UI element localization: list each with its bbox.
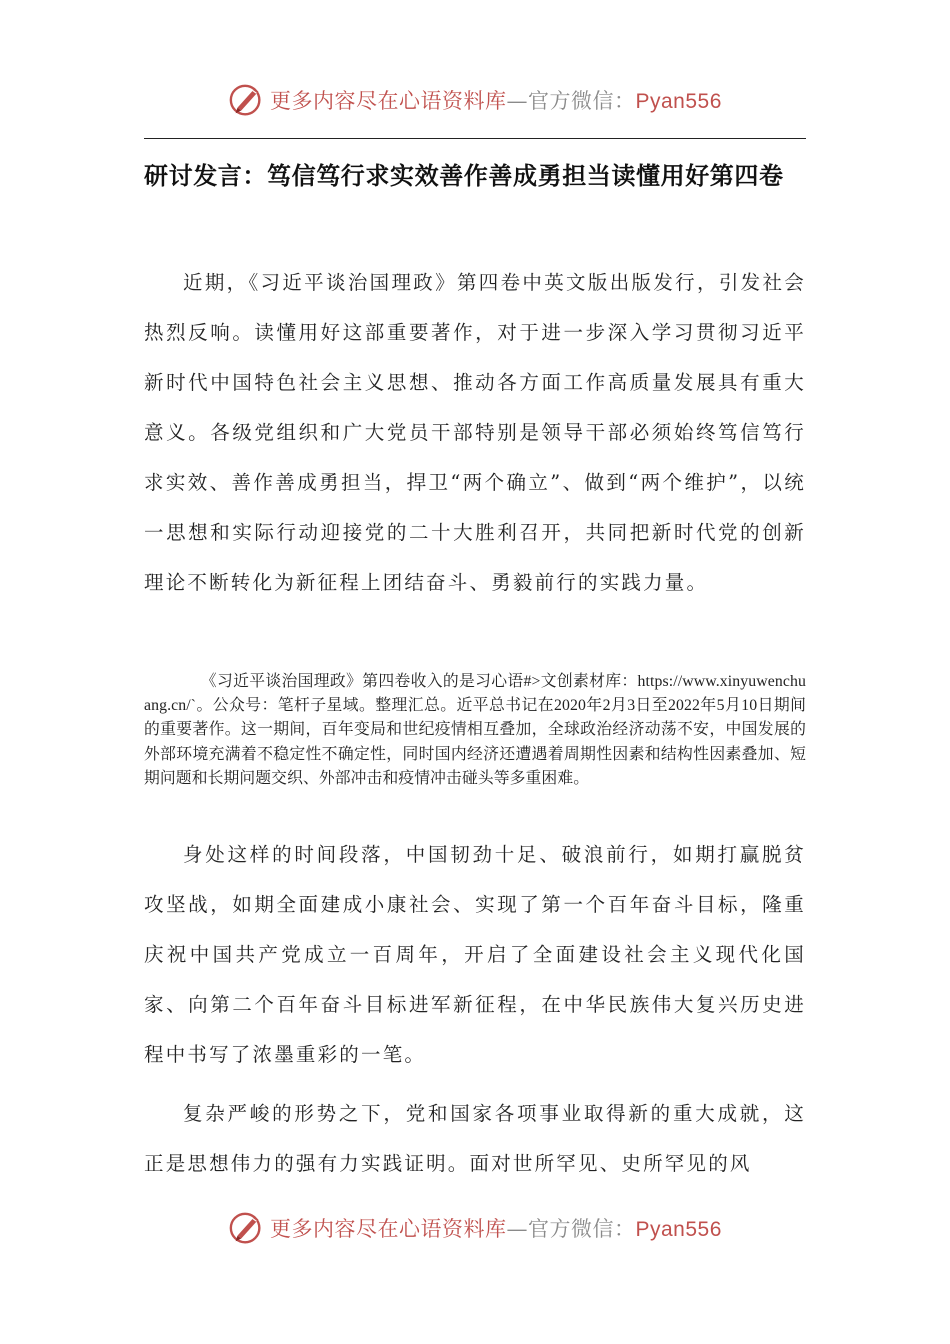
banner-site-name: 更多内容尽在心语资料库 — [270, 89, 507, 113]
banner-site-name: 更多内容尽在心语资料库 — [270, 1217, 507, 1241]
banner-wechat-account: Pyan556 — [635, 1218, 722, 1241]
paragraph-2: 《习近平谈治国理政》第四卷收入的是习心语#>文创素材库：https://www.xinyuwenchuang.cn/`。公众号：笔杆子星域。整理汇总。近平总书记在2020年2月3日至2022年5月10日期间的重要著作。这一期间，百年变局和世纪疫情相互叠加，全球政治经济动荡不安，中国发展的外部环境充满着不稳定性不确定性，同时国内经济还遭遇着周期性因素和结构性因素叠加、短期问题和长期问题交织、外部冲击和疫情冲击碰头等多重困难。 — [144, 673, 806, 787]
pen-logo-icon — [228, 81, 266, 119]
footer-banner — [0, 1206, 950, 1250]
banner-dash: — — [506, 1217, 528, 1241]
banner-dash: — — [506, 89, 528, 113]
banner-wechat-account: Pyan556 — [635, 90, 722, 113]
paragraph-4: 复杂严峻的形势之下，党和国家各项事业取得新的重大成就，这正是思想伟力的强有力实践证明。面对世所罕见、史所罕见的风 — [144, 1102, 806, 1175]
banner-wechat-label: 官方微信： — [528, 1217, 636, 1241]
document-title: 研讨发言：笃信笃行求实效善作善成勇担当读懂用好第四卷 — [144, 162, 784, 190]
paragraph-1: 近期，《习近平谈治国理政》第四卷中英文版出版发行，引发社会热烈反响。读懂用好这部重要著作，对于进一步深入学习贯彻习近平新时代中国特色社会主义思想、推动各方面工作高质量发展具有重大意义。各级党组织和广大党员干部特别是领导干部必须始终笃信笃行求实效、善作善成勇担当，捍卫“两个确立”、做到“两个维护”，以统一思想和实际行动迎接党的二十大胜利召开，共同把新时代党的创新理论不断转化为新征程上团结奋斗、勇毅前行的实践力量。 — [144, 271, 806, 594]
header-divider — [144, 138, 806, 139]
banner-text — [270, 1213, 722, 1243]
banner-text — [270, 85, 722, 115]
banner-wechat-label: 官方微信： — [528, 89, 636, 113]
header-banner — [0, 78, 950, 122]
paragraph-3: 身处这样的时间段落，中国韧劲十足、破浪前行，如期打赢脱贫攻坚战，如期全面建成小康社会、实现了第一个百年奋斗目标，隆重庆祝中国共产党成立一百周年，开启了全面建设社会主义现代化国家、向第二个百年奋斗目标进军新征程，在中华民族伟大复兴历史进程中书写了浓墨重彩的一笔。 — [144, 843, 806, 1066]
pen-logo-icon — [228, 1209, 266, 1247]
